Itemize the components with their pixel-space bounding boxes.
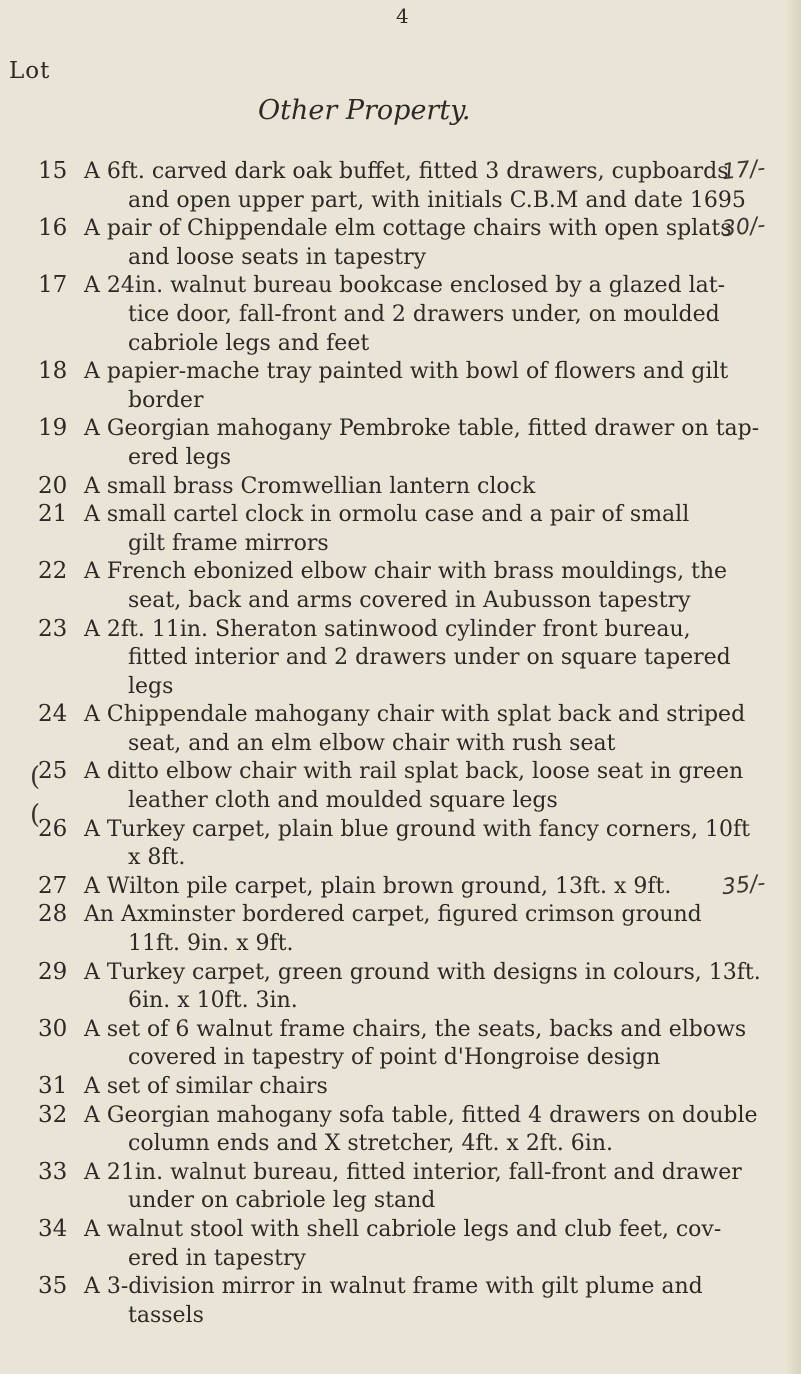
lot-description-text: covered in tapestry of point d'Hongroise design xyxy=(128,1045,661,1071)
lot-entry xyxy=(0,1159,801,1216)
lot-entry xyxy=(0,1016,801,1073)
lot-entry xyxy=(0,358,801,415)
lot-description-text: border xyxy=(128,387,204,413)
lot-description-line xyxy=(0,901,801,930)
lot-description-text: seat, and an elm elbow chair with rush seat xyxy=(128,730,616,756)
lot-description-line xyxy=(0,1044,801,1073)
lot-description-line xyxy=(0,212,801,244)
lot-number: 23 xyxy=(38,615,68,642)
lot-description-text: A 3-division mirror in walnut frame with gilt plume and xyxy=(84,1274,703,1300)
lot-description-text: 6in. x 10ft. 3in. xyxy=(128,988,298,1014)
lot-description-line xyxy=(0,987,801,1016)
lot-description-text: A small cartel clock in ormolu case and a pair of small xyxy=(84,502,690,528)
lot-description-line xyxy=(0,1159,801,1188)
lot-description-text: An Axminster bordered carpet, figured crimson ground xyxy=(84,902,702,928)
lot-description-line xyxy=(0,787,801,816)
lot-entry xyxy=(0,816,801,873)
lot-entry xyxy=(0,701,801,758)
lot-number: 35 xyxy=(38,1273,68,1300)
lot-description-line xyxy=(0,1187,801,1216)
lot-description-line xyxy=(0,272,801,301)
lot-description-text: A papier-mache tray painted with bowl of flowers and gilt xyxy=(84,359,729,385)
lot-description-line xyxy=(0,844,801,873)
lot-number: 24 xyxy=(38,701,68,728)
lot-description-line xyxy=(0,730,801,759)
lot-entry xyxy=(0,415,801,472)
lot-description-text: cabriole legs and feet xyxy=(128,330,370,356)
lot-description-line xyxy=(0,616,801,645)
lot-description-line xyxy=(0,1273,801,1302)
lot-entry xyxy=(0,1073,801,1102)
lot-description-line xyxy=(0,587,801,616)
lot-description-text: and open upper part, with initials C.B.M and date 1695 xyxy=(128,187,746,213)
handwritten-price: 30/- xyxy=(720,212,767,243)
lot-number: 27 xyxy=(38,872,68,899)
lot-description-text: A small brass Cromwellian lantern clock xyxy=(84,473,536,499)
lot-description-line xyxy=(0,701,801,730)
lot-description-text: ered legs xyxy=(128,444,232,470)
lot-number: 19 xyxy=(38,415,68,442)
lot-description-text: column ends and X stretcher, 4ft. x 2ft. 6in. xyxy=(128,1131,613,1157)
lot-description-text: legs xyxy=(128,673,174,699)
lot-number: 28 xyxy=(38,901,68,928)
lot-entry xyxy=(0,558,801,615)
lot-entry xyxy=(0,272,801,358)
lot-description-text: tice door, fall-front and 2 drawers under, on moulded xyxy=(128,301,720,327)
lot-number: 25 xyxy=(38,758,68,785)
lot-number: 29 xyxy=(38,958,68,985)
lot-description-text: 11ft. 9in. x 9ft. xyxy=(128,931,294,957)
lot-description-line xyxy=(0,1216,801,1245)
bracket-mark: ( xyxy=(30,800,41,830)
lot-description-line xyxy=(0,870,801,902)
lot-description-text: A 6ft. carved dark oak buffet, fitted 3 drawers, cupboards xyxy=(84,159,729,184)
lot-description-line xyxy=(0,530,801,559)
page-edge xyxy=(785,0,801,1374)
lot-description-text: fitted interior and 2 drawers under on square tapered xyxy=(128,645,731,671)
lot-description-line xyxy=(0,1245,801,1274)
lot-list xyxy=(0,155,801,1330)
lot-description-line xyxy=(0,673,801,702)
lot-description-text: A 24in. walnut bureau bookcase enclosed by a glazed lat- xyxy=(84,273,726,299)
lot-number: 34 xyxy=(38,1215,68,1242)
lot-description-text: A Turkey carpet, plain blue ground with fancy corners, 10ft xyxy=(84,816,750,842)
lot-entry xyxy=(0,501,801,558)
lot-number: 15 xyxy=(38,158,68,184)
lot-description-text: x 8ft. xyxy=(128,845,186,871)
lot-description-text: A French ebonized elbow chair with brass mouldings, the xyxy=(84,559,728,585)
lot-description-text: tassels xyxy=(128,1302,204,1328)
section-title: Other Property. xyxy=(258,95,471,126)
lot-description-line xyxy=(0,1073,801,1102)
lot-entry xyxy=(0,1102,801,1159)
handwritten-price: 35/- xyxy=(720,870,767,901)
lot-number: 32 xyxy=(38,1101,68,1128)
lot-entry xyxy=(0,473,801,502)
lot-entry xyxy=(0,155,801,215)
lot-description-line xyxy=(0,387,801,416)
lot-column-header: Lot xyxy=(9,58,51,84)
lot-entry xyxy=(0,212,801,272)
lot-description-line xyxy=(0,415,801,444)
lot-description-line xyxy=(0,155,801,187)
handwritten-price: 17/- xyxy=(720,155,767,186)
lot-number: 18 xyxy=(38,358,68,385)
lot-description-line xyxy=(0,301,801,330)
lot-description-line xyxy=(0,1016,801,1045)
lot-entry xyxy=(0,616,801,702)
lot-description-text: A pair of Chippendale elm cottage chairs with open splats xyxy=(84,216,732,242)
lot-entry xyxy=(0,1273,801,1330)
lot-number: 31 xyxy=(38,1073,68,1099)
lot-description-text: A Turkey carpet, green ground with designs in colours, 13ft. xyxy=(84,959,761,985)
lot-description-text: A Chippendale mahogany chair with splat back and striped xyxy=(84,702,746,728)
lot-description-text: under on cabriole leg stand xyxy=(128,1188,436,1214)
lot-description-line xyxy=(0,1302,801,1331)
lot-description-text: A Georgian mahogany Pembroke table, fitted drawer on tap- xyxy=(84,416,760,442)
lot-entry xyxy=(0,959,801,1016)
lot-entry xyxy=(0,870,801,902)
lot-description-text: A 2ft. 11in. Sheraton satinwood cylinder front bureau, xyxy=(84,616,691,642)
lot-description-line xyxy=(0,473,801,502)
lot-description-line xyxy=(0,644,801,673)
lot-description-line xyxy=(0,330,801,359)
lot-number: 33 xyxy=(38,1158,68,1185)
lot-description-text: gilt frame mirrors xyxy=(128,530,329,556)
lot-description-line xyxy=(0,959,801,988)
bracket-mark: ( xyxy=(30,762,41,792)
lot-description-line xyxy=(0,501,801,530)
lot-description-text: A 21in. walnut bureau, fitted interior, fall-front and drawer xyxy=(84,1159,742,1185)
lot-description-line xyxy=(0,930,801,959)
lot-number: 21 xyxy=(38,501,68,528)
lot-description-text: A set of 6 walnut frame chairs, the seats, backs and elbows xyxy=(84,1016,747,1042)
page-number: 4 xyxy=(396,4,409,28)
lot-entry xyxy=(0,1216,801,1273)
lot-description-line xyxy=(0,558,801,587)
lot-description-text: ered in tapestry xyxy=(128,1245,306,1271)
lot-description-line xyxy=(0,816,801,845)
lot-number: 20 xyxy=(38,472,68,499)
lot-description-text: seat, back and arms covered in Aubusson tapestry xyxy=(128,587,691,613)
lot-description-line xyxy=(0,444,801,473)
lot-description-text: A walnut stool with shell cabriole legs and club feet, cov- xyxy=(84,1216,722,1242)
lot-description-line xyxy=(0,187,801,216)
lot-description-text: leather cloth and moulded square legs xyxy=(128,788,558,814)
lot-number: 16 xyxy=(38,215,68,242)
lot-description-text: and loose seats in tapestry xyxy=(128,244,427,270)
lot-description-text: A set of similar chairs xyxy=(84,1074,328,1099)
lot-description-line xyxy=(0,1130,801,1159)
lot-number: 30 xyxy=(38,1015,68,1042)
lot-entry xyxy=(0,758,801,815)
lot-description-line xyxy=(0,758,801,787)
lot-description-line xyxy=(0,1102,801,1131)
lot-number: 17 xyxy=(38,272,68,299)
lot-description-text: A ditto elbow chair with rail splat back, loose seat in green xyxy=(84,759,744,785)
lot-entry xyxy=(0,901,801,958)
lot-description-text: A Wilton pile carpet, plain brown ground, 13ft. x 9ft. xyxy=(84,873,672,899)
lot-number: 22 xyxy=(38,558,68,585)
lot-number: 26 xyxy=(38,815,68,842)
lot-description-text: A Georgian mahogany sofa table, fitted 4 drawers on double xyxy=(84,1102,758,1128)
lot-description-line xyxy=(0,358,801,387)
lot-description-line xyxy=(0,244,801,273)
